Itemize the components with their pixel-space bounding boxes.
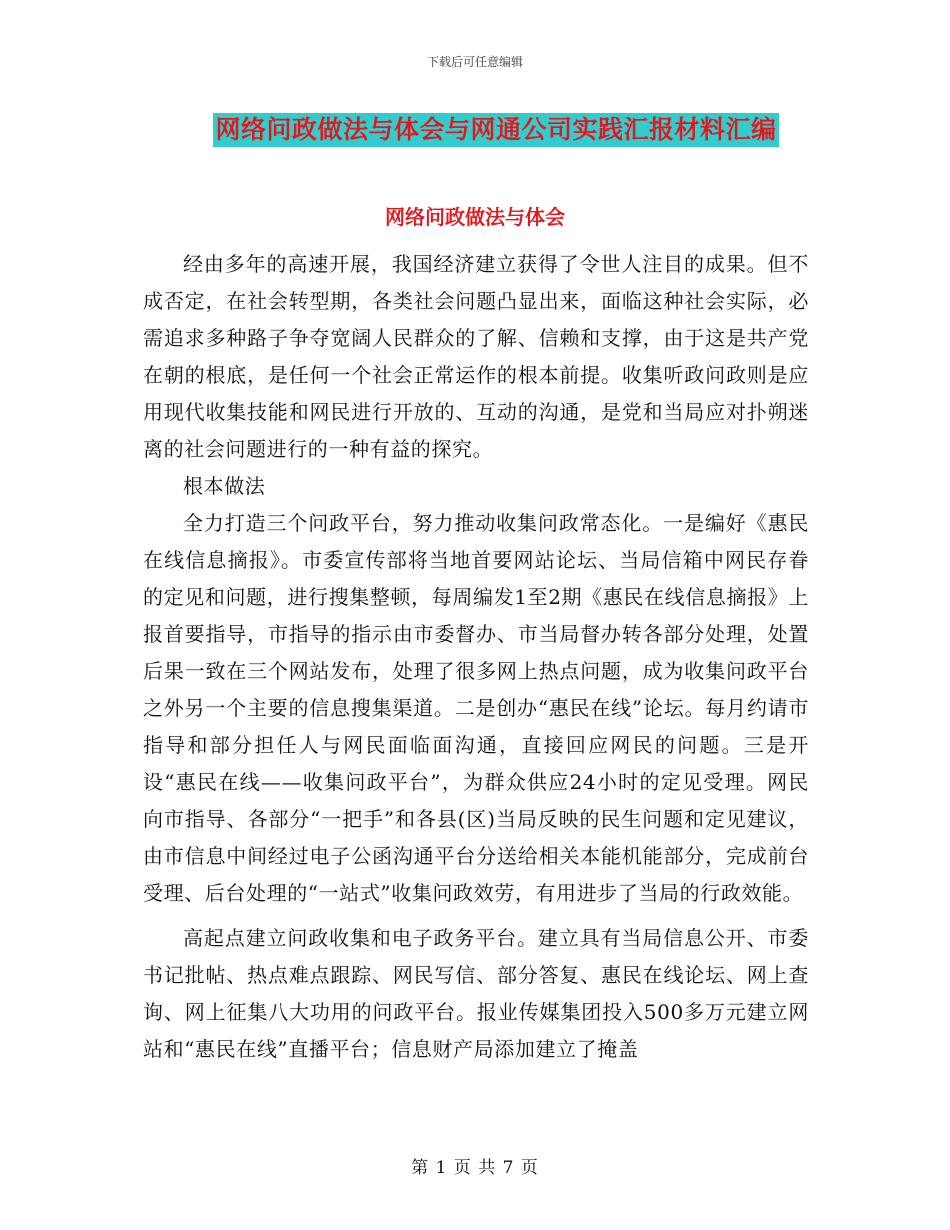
section-title: 网络问政做法与体会 <box>385 205 565 229</box>
paragraph-subheading: 根本做法 <box>183 474 266 498</box>
document-title-container <box>0 113 950 147</box>
document-title: 网络问政做法与体会与网通公司实践汇报材料汇编 <box>213 113 778 147</box>
paragraph-platforms: 全力打造三个问政平台，努力推动收集问政常态化。一是编好《惠民在线信息摘报》。市委宣传部将当地首要网站论坛、当局信箱中网民存眷的定见和问题，进行搜集整顿，每周编发1至2期《惠民在线信息摘报》上报首要指导，市指导的指示由市委督办、市当局督办转各部分处理，处置后果一致在三个网站发布，处理了很多网上热点问题，成为收集问政平台之外另一个主要的信息搜集渠道。二是创办“惠民在线”论坛。每月约请市指导和部分担任人与网民面临面沟通，直接回应网民的问题。三是开设“惠民在线——收集问政平台”，为群众供应24小时的定见受理。网民向市指导、各部分“一把手”和各县(区)当局反映的民生问题和定见建议，由市信息中间经过电子公函沟通平台分送给相关本能机能部分，完成前台受理、后台处理的“一站式”收集问政效劳，有用进步了当局的行政效能。 <box>143 511 809 905</box>
paragraph-network-building: 高起点建立问政收集和电子政务平台。建立具有当局信息公开、市委书记批帖、热点难点跟踪、网民写信、部分答复、惠民在线论坛、网上查询、网上征集八大功用的问政平台。报业传媒集团投入500多万元建立网站和“惠民在线”直播平台；信息财产局添加建立了掩盖 <box>143 926 809 1061</box>
page-header-note: 下载后可任意编辑 <box>426 55 523 69</box>
paragraph-intro: 经由多年的高速开展，我国经济建立获得了令世人注目的成果。但不成否定，在社会转型期，各类社会问题凸显出来，面临这种社会实际，必需追求多种路子争夺宽阔人民群众的了解、信赖和支撑，由于这是共产党在朝的根底，是任何一个社会正常运作的根本前提。收集听政问政则是应用现代收集技能和网民进行开放的、互动的沟通，是党和当局应对扑朔迷离的社会问题进行的一种有益的探究。 <box>143 252 809 461</box>
page-footer: 第 1 页 共 7 页 <box>411 1158 539 1178</box>
document-body <box>143 246 809 1068</box>
